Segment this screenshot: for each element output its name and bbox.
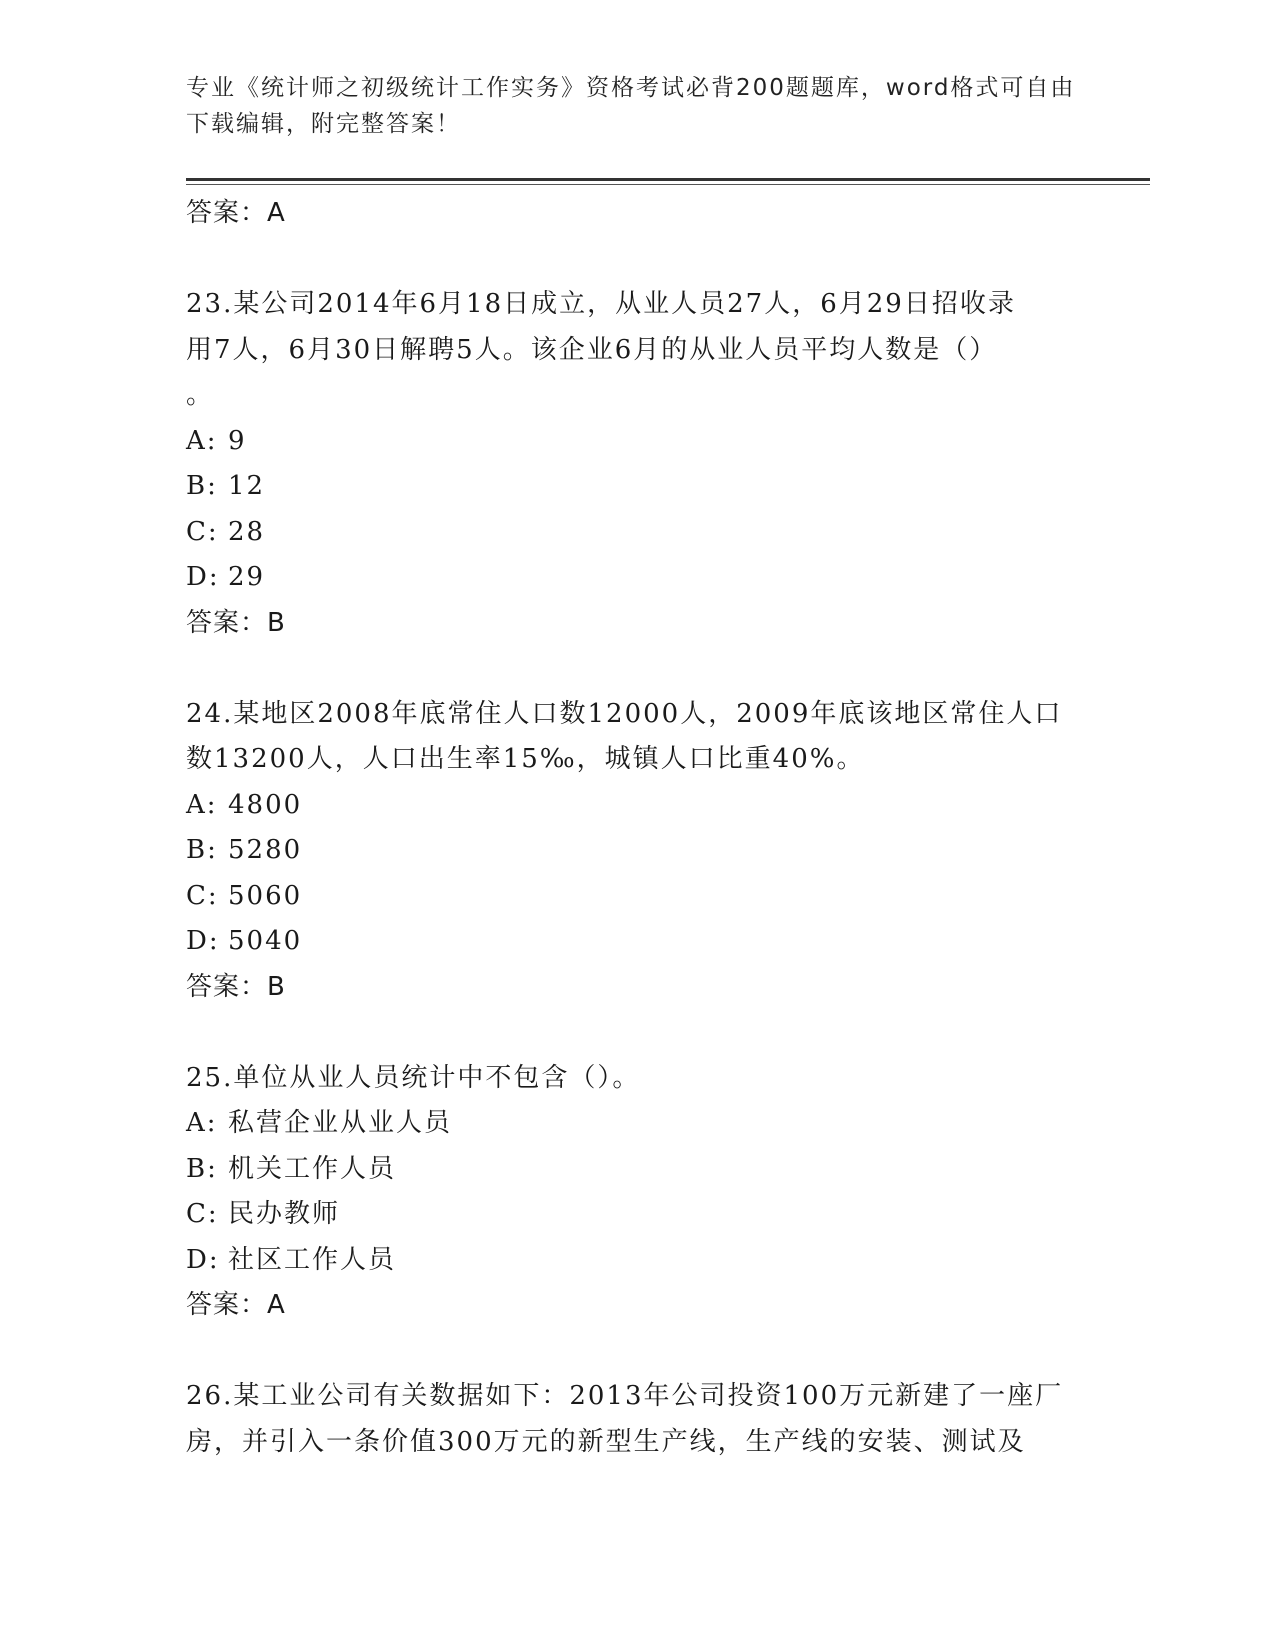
option-text: 5040: [228, 926, 303, 956]
option-key: C:: [186, 516, 219, 547]
option-text: 社区工作人员: [228, 1244, 397, 1275]
option-d: [186, 1238, 1086, 1284]
option-c: [186, 1192, 1086, 1238]
option-key: B:: [186, 835, 218, 865]
option-text: 12: [228, 471, 266, 501]
option-d: [186, 919, 1086, 965]
spacer: [186, 1329, 1086, 1375]
answer-line: 答案：B: [186, 971, 286, 1002]
option-key: C:: [186, 880, 219, 911]
option-key: B:: [186, 1153, 218, 1184]
header-divider-thick: [186, 178, 1150, 181]
spacer: [186, 646, 1086, 692]
spacer: [186, 237, 1086, 283]
answer-line: 答案：B: [186, 607, 286, 638]
option-d: [186, 555, 1086, 601]
option-text: 9: [228, 425, 247, 456]
question-26: [186, 1374, 1086, 1465]
option-text: 5060: [228, 880, 303, 911]
option-text: 5280: [228, 835, 303, 865]
option-a: [186, 783, 1086, 829]
option-text: 民办教师: [228, 1199, 341, 1229]
option-key: D:: [186, 562, 220, 592]
document-header: [186, 70, 1086, 142]
option-a: [186, 1101, 1086, 1147]
question-list: [186, 191, 1086, 1465]
option-b: [186, 464, 1086, 510]
spacer: [186, 1010, 1086, 1056]
question-stem-line: 24.某地区2008年底常住人口数12000人，2009年底该地区常住人口: [186, 698, 1063, 729]
option-key: A:: [186, 425, 218, 456]
option-key: D:: [186, 926, 220, 956]
option-text: 28: [228, 516, 266, 547]
option-b: [186, 1147, 1086, 1193]
option-key: B:: [186, 471, 218, 501]
question-24: [186, 692, 1086, 1011]
option-key: C:: [186, 1199, 219, 1229]
question-stem-line: 26.某工业公司有关数据如下：2013年公司投资100万元新建了一座厂: [186, 1381, 1064, 1411]
question-stem-line: 数13200人，人口出生率15‰，城镇人口比重40%。: [186, 744, 865, 774]
question-23: [186, 282, 1086, 646]
option-text: 29: [228, 562, 266, 592]
option-c: [186, 510, 1086, 556]
option-text: 私营企业从业人员: [228, 1108, 453, 1138]
question-stem-line: 23.某公司2014年6月18日成立，从业人员27人，6月29日招收录: [186, 289, 1016, 319]
option-key: A:: [186, 1108, 218, 1138]
option-b: [186, 828, 1086, 874]
previous-answer: 答案：A: [186, 198, 286, 228]
question-stem-line: 用7人，6月30日解聘5人。该企业6月的从业人员平均人数是（）: [186, 334, 998, 365]
header-line-1: 专业《统计师之初级统计工作实务》资格考试必背200题题库，word格式可自由: [186, 75, 1076, 101]
question-stem-line: 25.单位从业人员统计中不包含（）。: [186, 1062, 641, 1093]
header-line-2: 下载编辑，附完整答案！: [186, 111, 461, 137]
option-key: A:: [186, 789, 218, 820]
option-text: 4800: [228, 789, 303, 820]
option-c: [186, 874, 1086, 920]
option-key: D:: [186, 1244, 220, 1275]
option-text: 机关工作人员: [228, 1153, 397, 1184]
answer-line: 答案：A: [186, 1290, 286, 1320]
question-25: [186, 1056, 1086, 1329]
question-stem-line: 房，并引入一条价值300万元的新型生产线，生产线的安装、测试及: [186, 1426, 1026, 1457]
header-divider-thin: [186, 184, 1150, 185]
question-stem-line: 。: [186, 380, 215, 410]
option-a: [186, 419, 1086, 465]
